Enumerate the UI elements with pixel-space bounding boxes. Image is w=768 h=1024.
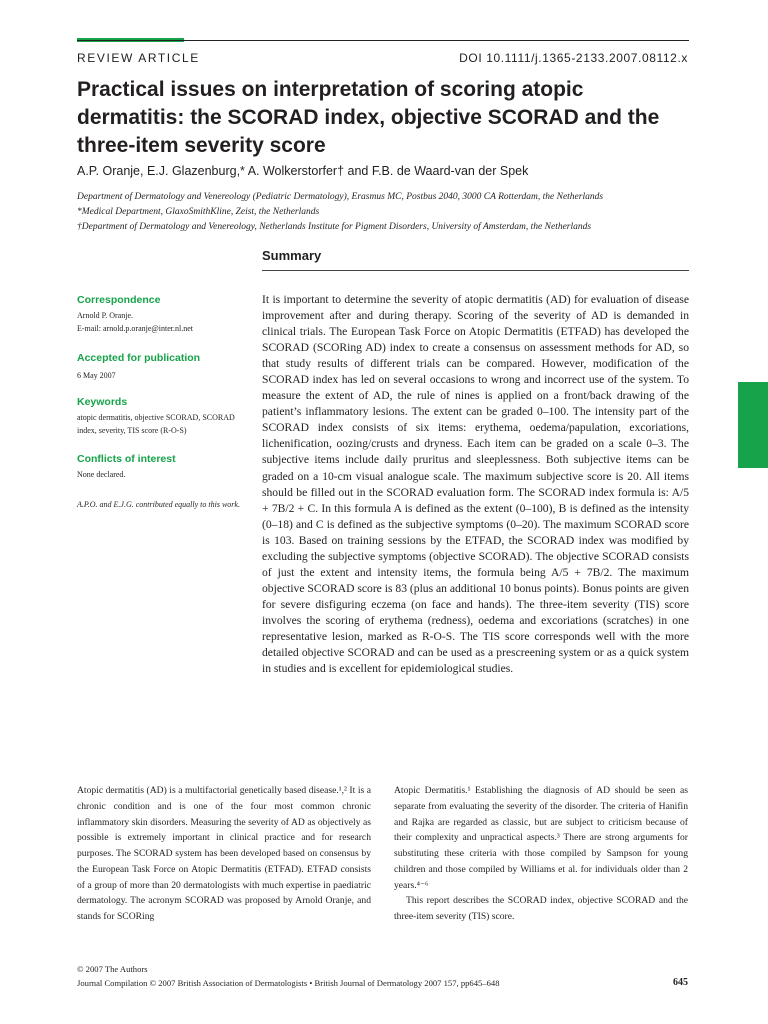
correspondence-name: Arnold P. Oranje.: [77, 311, 133, 320]
author-list: A.P. Oranje, E.J. Glazenburg,* A. Wolkerstorfer† and F.B. de Waard-van der Spek: [77, 164, 529, 178]
page-number: 645: [673, 977, 688, 988]
accepted-date: 6 May 2007: [77, 371, 116, 380]
body-paragraph: This report describes the SCORAD index, objective SCORAD and the three-item severity (TIS) score.: [394, 895, 688, 922]
affiliation-3: †Department of Dermatology and Venereology, Netherlands Institute for Pigment Disorders, University of Amsterdam, the Netherlands: [77, 222, 592, 232]
conflicts-heading: Conflicts of interest: [77, 453, 176, 465]
summary-abstract: It is important to determine the severity of atopic dermatitis (AD) for evaluation of disease improvement after and during therapy. Scoring of the severity of AD is demanded in clinical trials. The European Task Force on Atopic Dermatitis (ETFAD) has developed the SCORAD (SCORing AD) index to create a consensus on assessment methods for AD, so that study results of different trials can be compared. However, modification of the SCORAD index has led on several occasions to wrong and incorrect use of the system. To measure the extent of AD, the rule of nines is applied on a front/back drawing of the patient’s inflammatory lesions. The extent can be graded 0–100. The intensity part of the SCORAD index consists of six items: erythema, oedema/papulation, excoriations, lichenification, oozing/crusts and dryness. Each item can be graded on a scale 0–3. The subjective items include daily pruritus and sleeplessness. Both subjective items can be graded on a 10-cm visual analogue scale. The maximum subjective score is 20. All items should be filled out in the SCORAD evaluation form. The SCORAD index formula is: A/5 + 7B/2 + C. In this formula A is defined as the extent (0–100), B is defined as the intensity (0–18) and C is defined as the subjective symptoms (0–20). The maximum SCORAD score is 103. Based on training sessions by the ETFAD, the SCORAD index was modified by excluding the subjective symptoms (objective SCORAD). The objective SCORAD consists of just the extent and intensity items, the formula being A/5 + 7B/2. The maximum objective SCORAD score is 83 (plus an additional 10 bonus points). Bonus points are given for severe disfiguring eczema (on face and hands). The three-item severity (TIS) score involves the scoring of erythema (redness), oedema and excoriations (scratches) in one representative lesion, marked as R-O-S. The TIS score corresponds well with the more detailed objective SCORAD and can be used as a prescreening system or as a quick system in studies and is excellent for epidemiological studies.: [262, 293, 689, 676]
article-title: Practical issues on interpretation of scoring atopic dermatitis: the SCORAD index, objective SCORAD and the three-item severity score: [77, 78, 660, 157]
header-rule: [77, 40, 689, 41]
summary-rule: [262, 270, 689, 271]
body-column-right: [394, 783, 688, 925]
affiliation-2: *Medical Department, GlaxoSmithKline, Zeist, the Netherlands: [77, 207, 320, 217]
correspondence-block: [77, 309, 247, 335]
body-column-left: [77, 783, 371, 925]
correspondence-email[interactable]: E-mail: arnold.p.oranje@inter.nl.net: [77, 324, 193, 333]
keywords-text: atopic dermatitis, objective SCORAD, SCORAD index, severity, TIS score (R-O-S): [77, 413, 235, 435]
article-type: REVIEW ARTICLE: [77, 51, 200, 65]
section-tab-marker: [738, 382, 768, 468]
correspondence-heading: Correspondence: [77, 294, 161, 306]
footer-journal-line: Journal Compilation © 2007 British Association of Dermatologists • British Journal of Dermatology 2007 157, pp645–648: [77, 978, 500, 988]
affiliation-1: Department of Dermatology and Venereology (Pediatric Dermatology), Erasmus MC, Postbus 2040, 3000 CA Rotterdam, the Netherlands: [77, 192, 604, 202]
accepted-heading: Accepted for publication: [77, 352, 201, 364]
conflicts-text: None declared.: [77, 470, 126, 479]
footer-copyright: © 2007 The Authors: [77, 964, 148, 974]
body-paragraph: Atopic Dermatitis.¹ Establishing the diagnosis of AD should be seen as separate from evaluating the severity of the disorder. The criteria of Hanifin and Rajka are regarded as classic, but are subject to criticism because of their complexity and unpractical aspects.³ There are strong arguments for substituting these criteria with those compiled by Sampson for young children and those compiled by Williams et al. for individuals older than 2 years.⁴⁻⁶: [394, 785, 688, 891]
summary-heading: Summary: [262, 248, 322, 263]
contribution-note: A.P.O. and E.J.G. contributed equally to this work.: [77, 500, 240, 509]
body-paragraph: Atopic dermatitis (AD) is a multifactorial genetically based disease.¹,² It is a chronic condition and is one of the four most common chronic inflammatory skin disorders. Measuring the severity of AD as objectively as possible is extremely important in clinical practice and for research purposes. The SCORAD system has been developed based on consensus by the European Task Force on Atopic Dermatitis (ETFAD). ETFAD consists of a group of more than 20 dermatologists with much expertise in paediatric dermatology. The acronym SCORAD was proposed by Arnold Oranje, and stands for SCORing: [77, 785, 371, 922]
keywords-heading: Keywords: [77, 396, 128, 408]
doi[interactable]: DOI 10.1111/j.1365-2133.2007.08112.x: [459, 51, 688, 65]
